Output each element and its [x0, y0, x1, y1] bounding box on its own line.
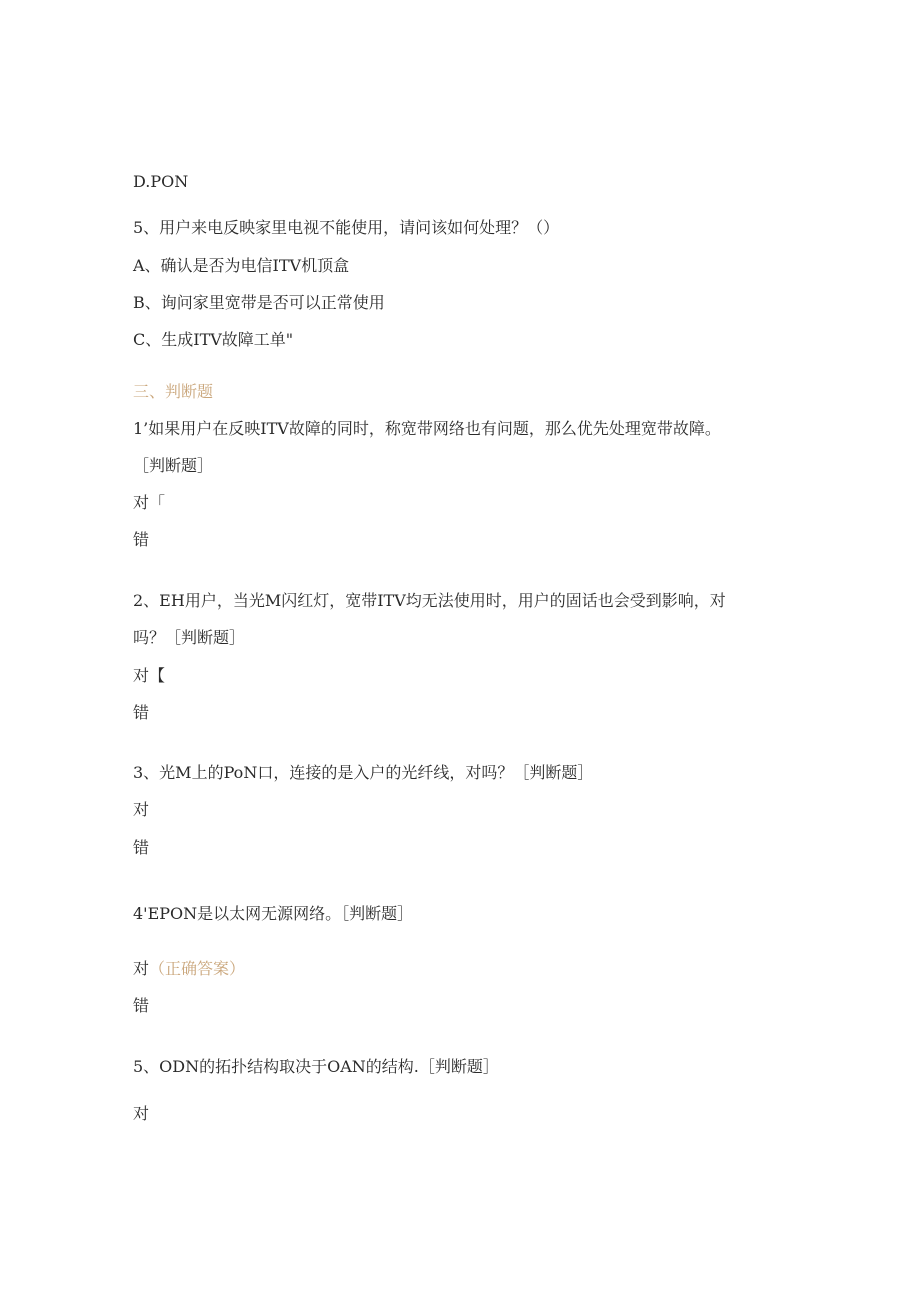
- j3-false: 错: [133, 838, 150, 857]
- j4-false: 错: [133, 996, 150, 1015]
- j3-true: 对: [133, 800, 150, 819]
- j4-true: [133, 959, 245, 979]
- correct-answer-note: （正确答案）: [149, 959, 246, 978]
- q5-option-c: C、生成ITV故障工单": [133, 330, 294, 349]
- j5-true: 对: [133, 1104, 150, 1123]
- j2-true: 对【: [133, 666, 166, 685]
- q5-option-b: B、询问家里宽带是否可以正常使用: [133, 293, 385, 312]
- j3-line-1: 3、光M上的PoN口，连接的是入户的光纤线，对吗？［判断题］: [133, 763, 594, 782]
- option-d: D.PON: [133, 172, 189, 191]
- j2-false: 错: [133, 703, 150, 722]
- j1-line-2: ［判断题］: [133, 456, 214, 475]
- j1-line-1: 1’如果用户在反映ITV故障的同时，称宽带网络也有问题，那么优先处理宽带故障。: [133, 419, 721, 438]
- q5-stem: 5、用户来电反映家里电视不能使用，请问该如何处理？（）: [133, 218, 560, 237]
- j4-line-1: 4'EPON是以太网无源网络。［判断题］: [133, 904, 414, 923]
- j5-line-1: 5、ODN的拓扑结构取决于OAN的结构.［判断题］: [133, 1057, 499, 1076]
- j1-true: 对「: [133, 493, 166, 512]
- j1-false: 错: [133, 530, 150, 549]
- q5-option-a: A、确认是否为电信ITV机顶盒: [133, 256, 350, 275]
- j2-line-2: 吗？［判断题］: [133, 628, 246, 647]
- section-title: 三、判断题: [133, 382, 214, 401]
- j4-true-label: 对: [133, 959, 150, 978]
- j2-line-1: 2、EH用户，当光M闪红灯，宽带ITV均无法使用时，用户的固话也会受到影响，对: [133, 591, 726, 610]
